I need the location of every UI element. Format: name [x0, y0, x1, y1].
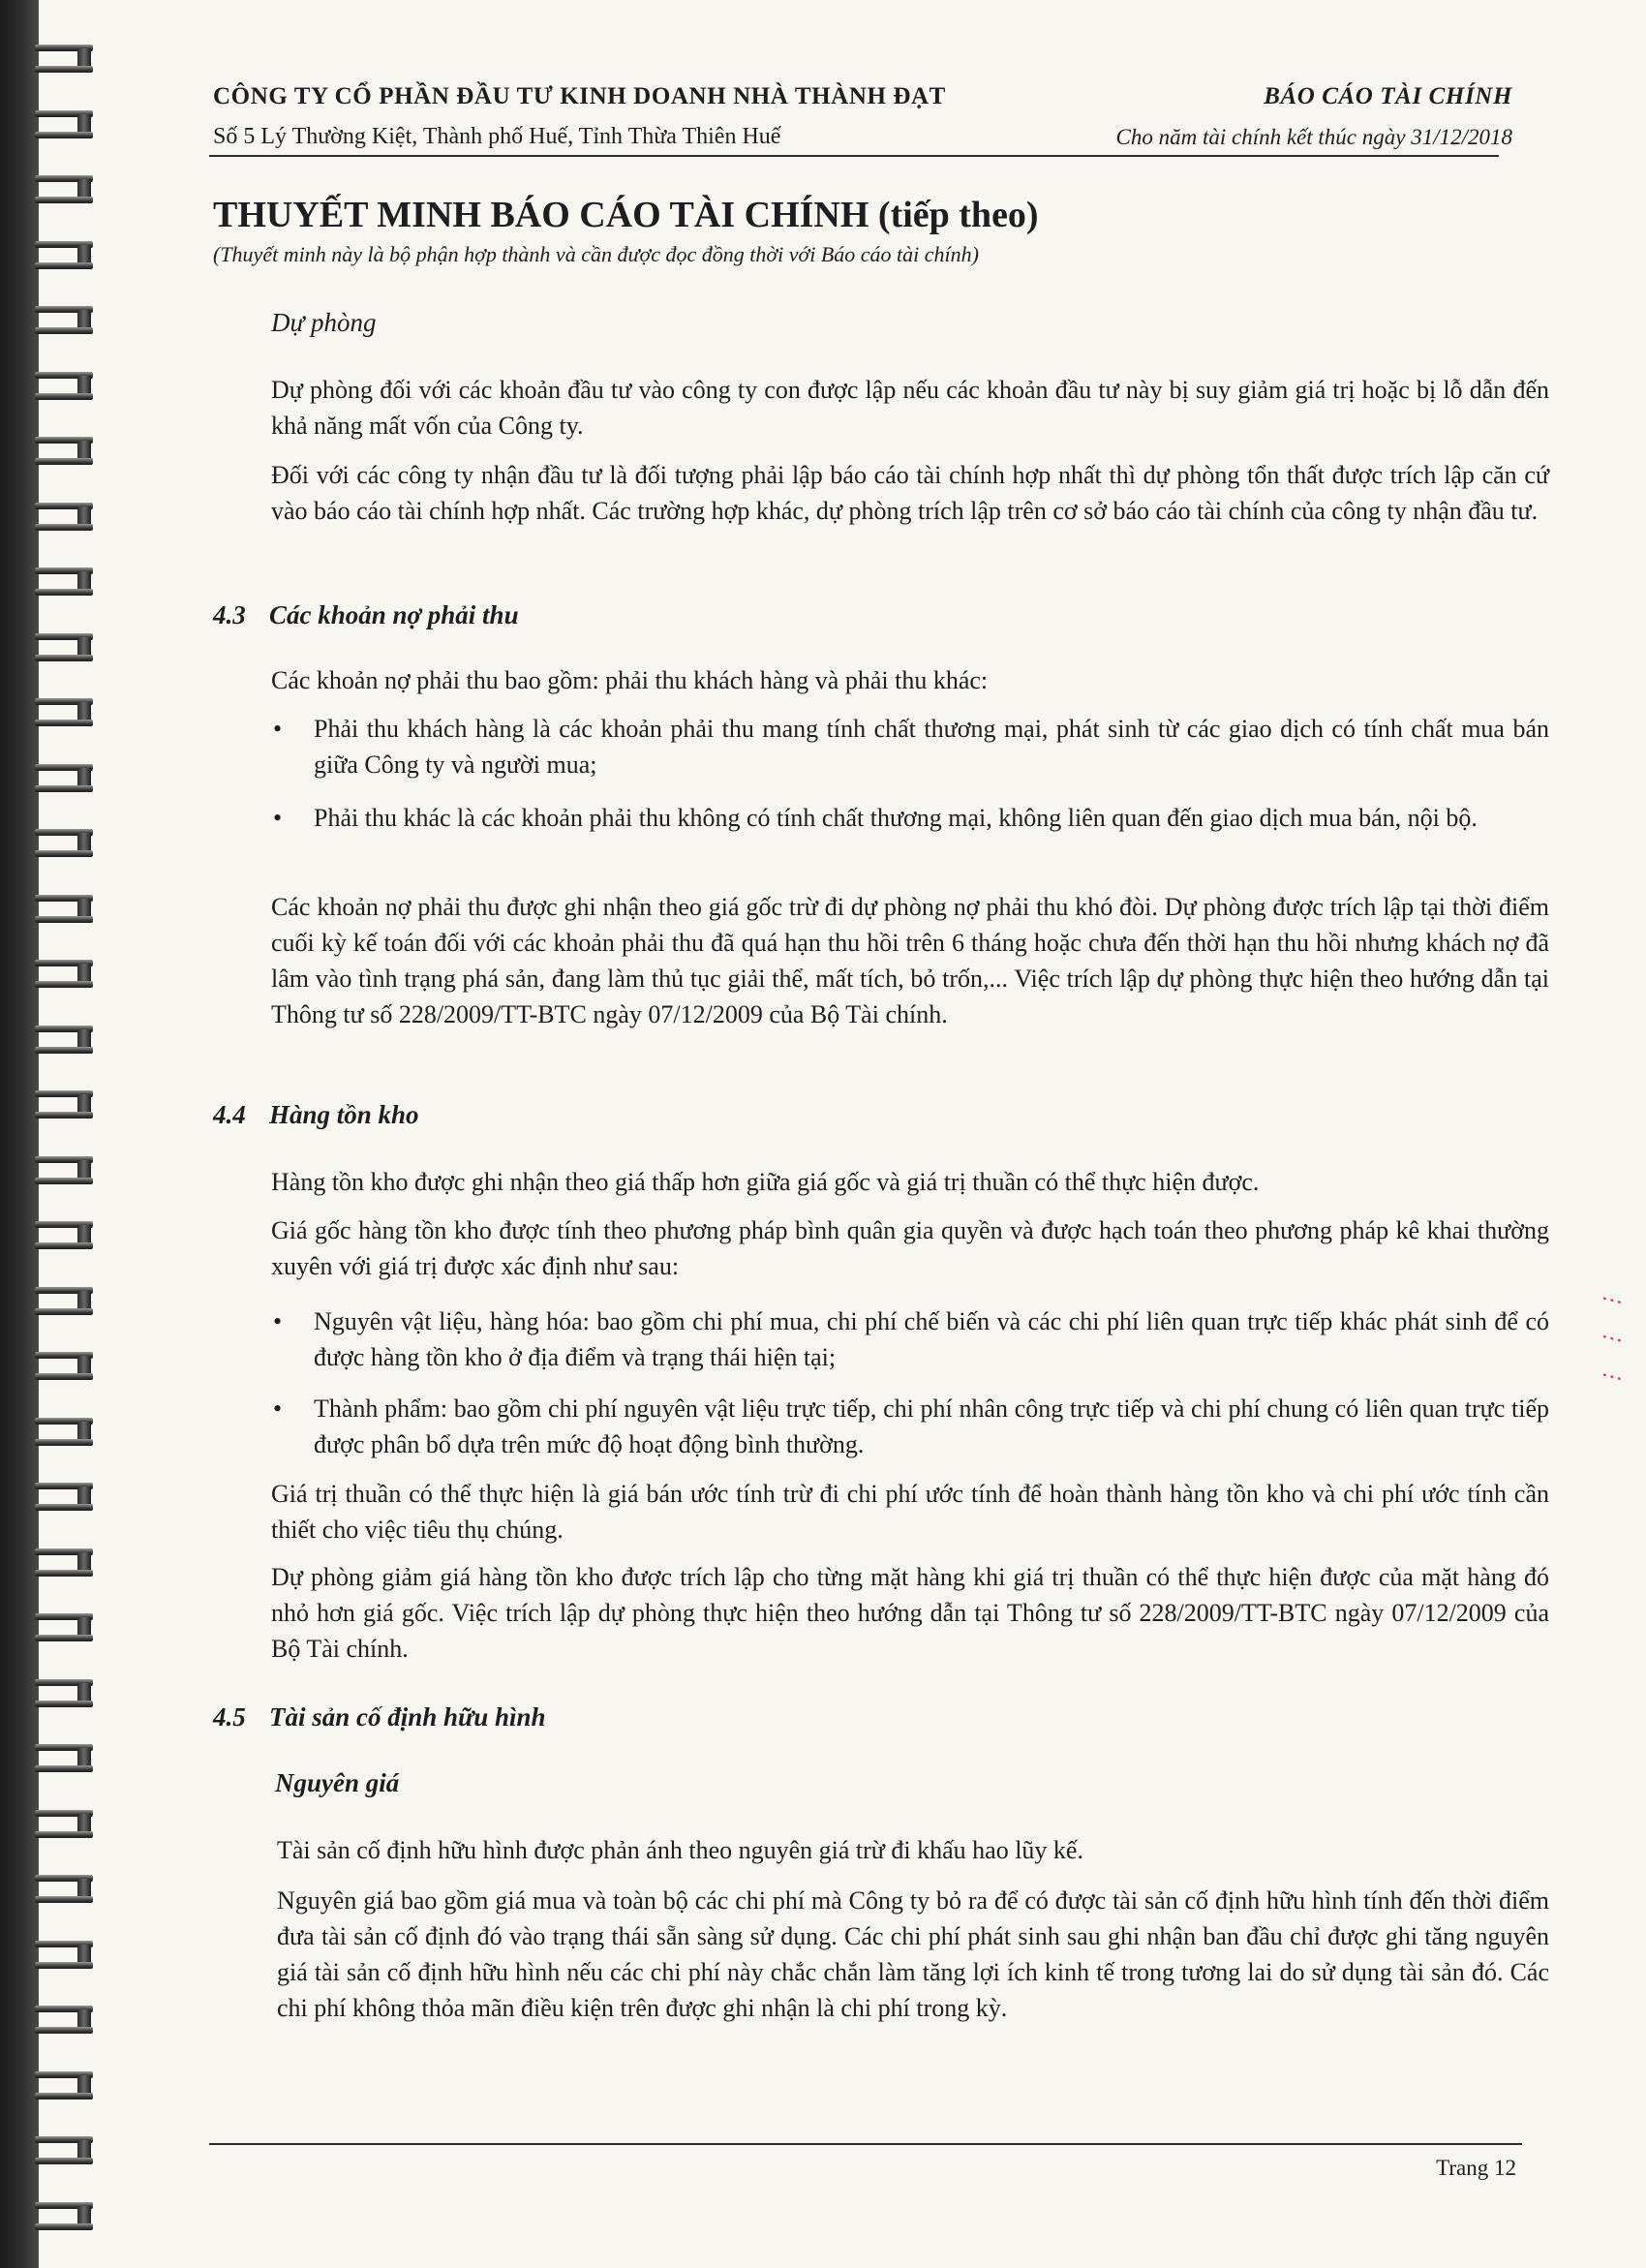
- bullet-dot: •: [273, 804, 283, 832]
- list-item: • Thành phẩm: bao gồm chi phí nguyên vật liệu trực tiếp, chi phí nhân công trực tiếp và chi phí chung có liên quan trực tiếp được phân bổ dựa trên mức độ hoạt động bình thường.: [273, 1391, 1549, 1462]
- provision-paragraph-1: Dự phòng đối với các khoản đầu tư vào công ty con được lập nếu các khoản đầu tư này bị suy giảm giá trị hoặc bị lỗ dẫn đến khả năng mất vốn của Công ty.: [271, 376, 1549, 440]
- section-title: Tài sản cố định hữu hình: [269, 1702, 546, 1732]
- inventory-paragraph-3: Giá trị thuần có thể thực hiện là giá bán ước tính trừ đi chi phí ước tính để hoàn thành hàng tồn kho và chi phí ước tính cần thiết cho việc tiêu thụ chúng.: [271, 1480, 1549, 1544]
- receivables-paragraph: Các khoản nợ phải thu được ghi nhận theo giá gốc trừ đi dự phòng nợ phải thu khó đòi. Dự phòng được trích lập tại thời điểm cuối kỳ kế toán đối với các khoản phải thu đã quá hạn thu hồi trên 6 tháng hoặc chưa đến thời hạn thu hồi nhưng khách nợ đã lâm vào tình trạng phá sản, đang làm thủ tục giải thể, mất tích, bỏ trốn,... Việc trích lập dự phòng thực hiện theo hướng dẫn tại Thông tư số 228/2009/TT-BTC ngày 07/12/2009 của Bộ Tài chính.: [271, 893, 1549, 1028]
- header-left: [213, 83, 946, 150]
- list-item: • Nguyên vật liệu, hàng hóa: bao gồm chi phí mua, chi phí chế biến và các chi phí liên quan trực tiếp khác phát sinh để có được hàng tồn kho ở địa điểm và trạng thái hiện tại;: [273, 1303, 1549, 1375]
- company-address: Số 5 Lý Thường Kiệt, Thành phố Huế, Tỉnh Thừa Thiên Huế: [213, 124, 781, 149]
- inventory-paragraph-4: Dự phòng giảm giá hàng tồn kho được trích lập cho từng mặt hàng khi giá trị thuần có thể thực hiện được của mặt hàng đó nhỏ hơn giá gốc. Việc trích lập dự phòng thực hiện theo hướng dẫn tại Thông tư số 228/2009/TT-BTC ngày 07/12/2009 của Bộ Tài chính.: [271, 1563, 1549, 1663]
- footer-divider: [209, 2143, 1522, 2145]
- red-ink-stamp-marks: ⋮ ⋮ ⋮: [1600, 1288, 1625, 1392]
- page-subtitle: (Thuyết minh này là bộ phận hợp thành và cần được đọc đồng thời với Báo cáo tài chính): [213, 242, 979, 266]
- section-number: 4.4: [213, 1100, 246, 1129]
- section-4-3-heading: [213, 600, 519, 630]
- header-divider: [209, 155, 1499, 157]
- header-right: [1116, 83, 1512, 150]
- bullet-dot: •: [273, 1395, 283, 1423]
- section-number: 4.3: [213, 600, 246, 629]
- receivables-intro: Các khoản nợ phải thu bao gồm: phải thu khách hàng và phải thu khác:: [271, 666, 989, 694]
- provision-paragraph-2: Đối với các công ty nhận đầu tư là đối tượng phải lập báo cáo tài chính hợp nhất thì dự phòng tổn thất được trích lập căn cứ vào báo cáo tài chính hợp nhất. Các trường hợp khác, dự phòng trích lập trên cơ sở báo cáo tài chính của công ty nhận đầu tư.: [271, 461, 1549, 525]
- list-item: • Phải thu khác là các khoản phải thu không có tính chất thương mại, không liên quan đến giao dịch mua bán, nội bộ.: [273, 800, 1549, 872]
- inventory-paragraph-1: Hàng tồn kho được ghi nhận theo giá thấp hơn giữa giá gốc và giá trị thuần có thể thực hiện được.: [271, 1168, 1260, 1196]
- historical-cost-heading: Nguyên giá: [275, 1768, 400, 1797]
- report-title: BÁO CÁO TÀI CHÍNH: [1264, 83, 1512, 109]
- report-period: Cho năm tài chính kết thúc ngày 31/12/2018: [1115, 125, 1512, 149]
- fixed-assets-paragraph-1: Tài sản cố định hữu hình được phản ánh theo nguyên giá trừ đi khấu hao lũy kế.: [277, 1836, 1083, 1864]
- section-number: 4.5: [213, 1702, 246, 1732]
- bullet-dot: •: [273, 715, 283, 743]
- company-name: CÔNG TY CỔ PHẦN ĐẦU TƯ KINH DOANH NHÀ THÀNH ĐẠT: [213, 83, 946, 109]
- section-4-5-heading: [213, 1702, 546, 1732]
- fixed-assets-paragraph-2: Nguyên giá bao gồm giá mua và toàn bộ các chi phí mà Công ty bỏ ra để có được tài sản cố định hữu hình tính đến thời điểm đưa tài sản cố định đó vào trạng thái sẵn sàng sử dụng. Các chi phí phát sinh sau ghi nhận ban đầu chỉ được ghi tăng nguyên giá tài sản cố định hữu hình nếu các chi phí này chắc chắn làm tăng lợi ích kinh tế trong tương lai do sử dụng tài sản đó. Các chi phí không thỏa mãn điều kiện trên được ghi nhận là chi phí trong kỳ.: [277, 1886, 1549, 2022]
- section-title: Hàng tồn kho: [269, 1100, 419, 1129]
- section-4-4-heading: [213, 1100, 419, 1130]
- inventory-paragraph-2: Giá gốc hàng tồn kho được tính theo phương pháp bình quân gia quyền và được hạch toán theo phương pháp kê khai thường xuyên với giá trị được xác định như sau:: [271, 1216, 1549, 1280]
- page-number: Trang 12: [1436, 2156, 1516, 2180]
- list-item: • Phải thu khách hàng là các khoản phải thu mang tính chất thương mại, phát sinh từ các giao dịch có tính chất mua bán giữa Công ty và người mua;: [273, 711, 1549, 782]
- page-title: THUYẾT MINH BÁO CÁO TÀI CHÍNH (tiếp theo): [213, 195, 1039, 235]
- bullet-dot: •: [273, 1307, 283, 1335]
- section-title: Các khoản nợ phải thu: [269, 600, 519, 629]
- provision-heading: Dự phòng: [271, 308, 377, 337]
